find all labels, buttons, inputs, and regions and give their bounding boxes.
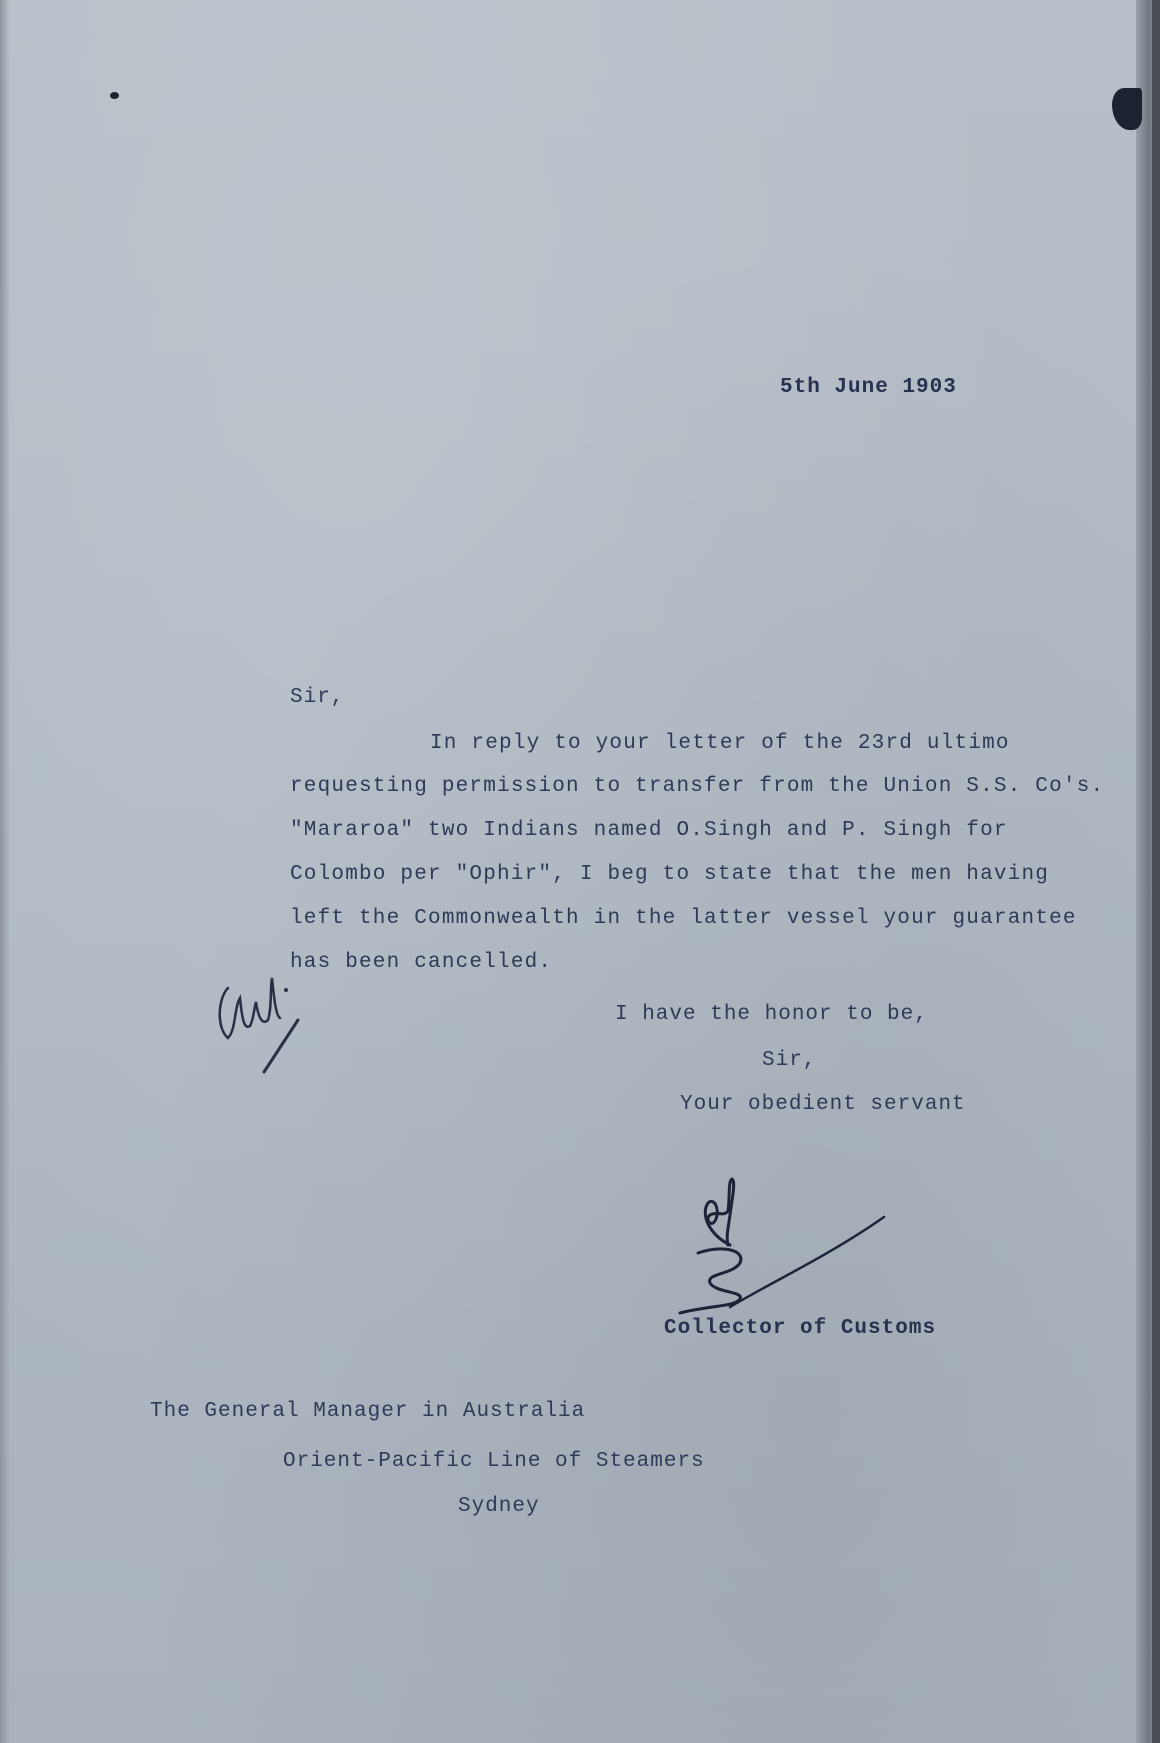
ink-blemish xyxy=(1112,88,1142,130)
letter-date: 5th June 1903 xyxy=(780,376,957,399)
recipient-line-2: Orient-Pacific Line of Steamers xyxy=(283,1450,705,1473)
margin-initials xyxy=(210,968,320,1078)
body-line-5: left the Commonwealth in the latter vessel your guarantee xyxy=(290,907,1077,930)
salutation: Sir, xyxy=(290,686,345,709)
handwritten-signature xyxy=(670,1175,900,1315)
closing-line-2: Sir, xyxy=(762,1049,817,1072)
body-line-4: Colombo per "Ophir", I beg to state that the men having xyxy=(290,863,1050,886)
recipient-line-1: The General Manager in Australia xyxy=(150,1400,586,1423)
body-line-6: has been cancelled. xyxy=(290,951,553,974)
recipient-line-3: Sydney xyxy=(458,1495,540,1518)
paper-left-edge xyxy=(0,0,10,1743)
body-line-3: "Mararoa" two Indians named O.Singh and P. Singh for xyxy=(290,819,1008,842)
ink-blemish xyxy=(110,92,119,99)
paper-right-edge xyxy=(1136,0,1150,1743)
body-line-1: In reply to your letter of the 23rd ultimo xyxy=(430,732,1010,755)
closing-line-3: Your obedient servant xyxy=(680,1093,966,1116)
signatory-title: Collector of Customs xyxy=(664,1317,937,1340)
body-line-2: requesting permission to transfer from the Union S.S. Co's. xyxy=(290,775,1105,798)
closing-line-1: I have the honor to be, xyxy=(615,1003,928,1026)
